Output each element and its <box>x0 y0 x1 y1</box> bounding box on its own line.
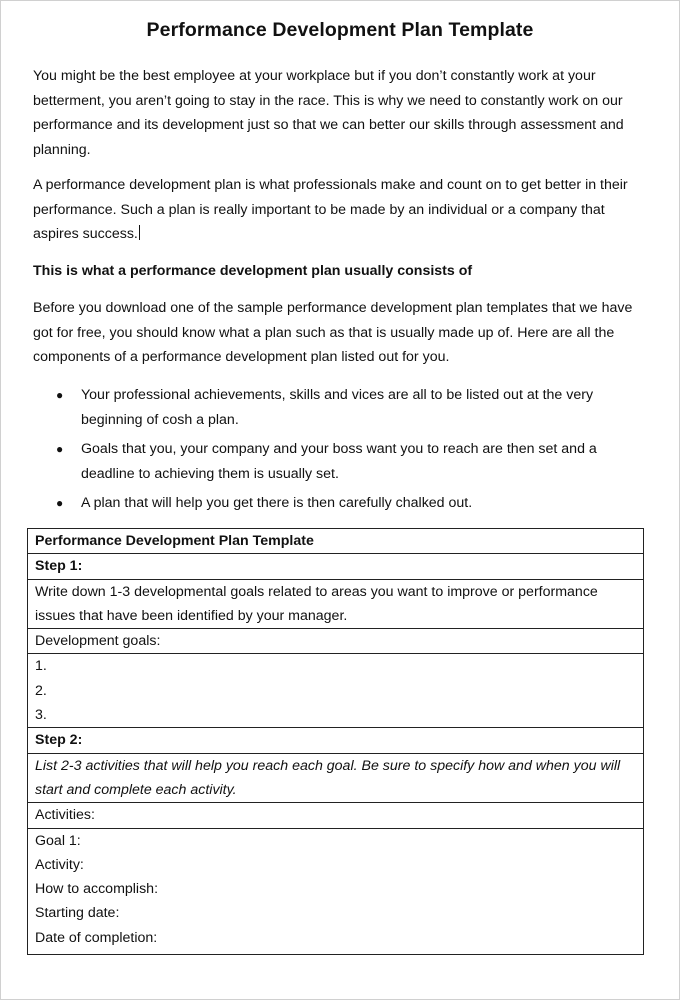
plan-table <box>27 528 644 955</box>
bullet-item <box>33 437 633 486</box>
text-cursor <box>139 225 141 240</box>
intro-paragraph-2 <box>33 173 633 247</box>
step1-instruction: Write down 1-3 developmental goals related to areas you want to improve or performance issues that have been identified by your manager. <box>28 579 644 629</box>
goal-number: 1. <box>35 658 47 675</box>
page-title: Performance Development Plan Template <box>146 19 534 41</box>
table-row[interactable] <box>28 828 644 954</box>
activity-field-goal: Goal 1: <box>35 832 81 849</box>
intro-paragraph-2-text: A performance development plan is what professionals make and count on to get better in their performance. Such a plan is really important to be made by an individual or a company that aspires success. <box>33 177 628 242</box>
development-goals-label: Development goals: <box>28 629 644 654</box>
activity-field-completion-date: Date of completion: <box>35 929 158 946</box>
table-row <box>28 753 644 803</box>
bullet-list <box>33 383 633 521</box>
step2-instruction: List 2-3 activities that will help you reach each goal. Be sure to specify how and when you will start and complete each activity. <box>28 753 644 803</box>
step2-label: Step 2: <box>28 728 644 753</box>
goal-number: 3. <box>35 707 47 724</box>
table-row <box>28 554 644 579</box>
bullet-item <box>33 491 633 516</box>
step1-label: Step 1: <box>28 554 644 579</box>
bullet-text: A plan that will help you get there is then carefully chalked out. <box>81 495 473 511</box>
bullet-icon: ● <box>56 442 64 456</box>
section-paragraph: Before you download one of the sample performance development plan templates that we have got for free, you should know what a plan such as that is usually made up of. Here are all the components of a performance development plan listed out for you. <box>33 300 633 365</box>
section-heading: This is what a performance development plan usually consists of <box>33 263 473 279</box>
bullet-icon: ● <box>56 388 64 402</box>
bullet-text: Your professional achievements, skills and vices are all to be listed out at the very beginning of cosh a plan. <box>81 387 594 428</box>
bullet-item <box>33 383 633 432</box>
goal-number: 2. <box>35 682 47 699</box>
table-row <box>28 629 644 654</box>
activities-label: Activities: <box>28 803 644 828</box>
activities-entry-cell[interactable] <box>28 828 644 954</box>
activity-field-start-date: Starting date: <box>35 905 120 922</box>
table-row[interactable] <box>28 654 644 728</box>
bullet-text: Goals that you, your company and your boss want you to reach are then set and a deadline to achieving them is usually set. <box>81 441 597 482</box>
intro-paragraph-1: You might be the best employee at your workplace but if you don’t constantly work at your betterment, you aren’t going to stay in the race. This is why we need to constantly work on our performance and its development just so that we can better our skills through assessment and planning. <box>33 68 624 158</box>
activity-field-activity: Activity: <box>35 856 84 873</box>
table-header: Performance Development Plan Template <box>28 529 644 554</box>
table-row <box>28 579 644 629</box>
table-row <box>28 529 644 554</box>
goals-entry-cell[interactable] <box>28 654 644 728</box>
table-row <box>28 728 644 753</box>
bullet-icon: ● <box>56 496 64 510</box>
activity-field-how: How to accomplish: <box>35 881 159 898</box>
table-row <box>28 803 644 828</box>
